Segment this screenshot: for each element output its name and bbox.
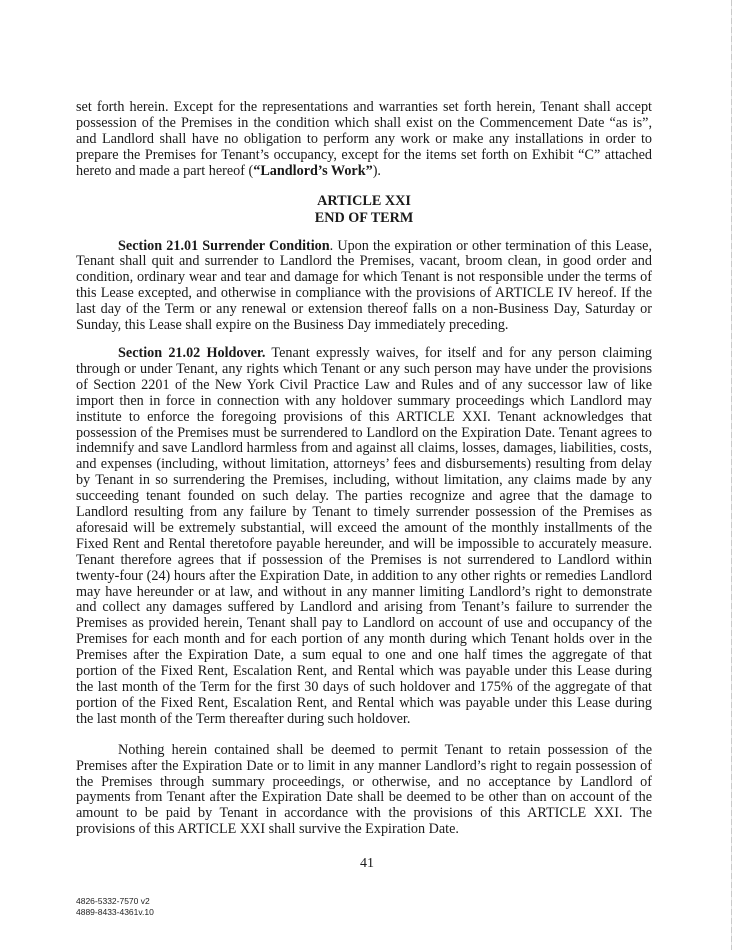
doc-id: 4889-8433-4361v.10 [76, 907, 154, 917]
intro-text: set forth herein. Except for the representations and warranties set forth herein, Tenant shall accept possession of the Premises in the condition which shall exist on the Commencement Date “as is”, and Landlord shall have no obligation to perform any work or make any installations in order to prepare the Premises for Tenant’s occupancy, except for the items set forth on Exhibit “C” attached hereto and made a part hereof ( [76, 99, 652, 179]
intro-closing: ). [372, 162, 381, 179]
document-ids [76, 896, 154, 918]
section-21-01 [76, 239, 652, 334]
page-number: 41 [360, 856, 374, 871]
article-heading [76, 193, 652, 227]
doc-id: 4826-5332-7570 v2 [76, 896, 150, 906]
section-21-02 [76, 346, 652, 728]
page-edge [731, 0, 732, 950]
intro-paragraph [76, 100, 652, 180]
article-title: END OF TERM [314, 209, 414, 226]
section-21-02-heading: Section 21.02 Holdover. [118, 344, 266, 361]
section-21-02-text: Tenant expressly waives, for itself and for any person claiming through or under Tenant, any rights which Tenant or any such person may have under the provisions of Section 2201 of the New York Civil Practice Law and Rules and of any successor law of like import then in force in connection with any holdover summary proceedings which Landlord may institute to enforce the foregoing provisions of this ARTICLE XXI. Tenant acknowledges that possession of the Premises must be surrendered to Landlord on the Expiration Date. Tenant agrees to indemnify and save Landlord harmless from and against all claims, losses, damages, liabilities, costs, and expenses (including, without limitation, attorneys’ fees and disbursements) resulting from delay by Tenant in so surrendering the Premises, including, without limitation, any claims made by any succeeding tenant founded on such delay. The parties recognize and agree that the damage to Landlord resulting from any failure by Tenant to timely surrender possession of the Premises as aforesaid will be extremely substantial, will exceed the amount of the monthly installments of the Fixed Rent and Rental theretofore payable hereunder, and will be impossible to accurately measure. Tenant therefore agrees that if possession of the Premises is not surrendered to Landlord within twenty-four (24) hours after the Expiration Date, in addition to any other rights or remedies Landlord may have hereunder or at law, and without in any manner limiting Landlord’s right to demonstrate and collect any damages suffered by Landlord and arising from Tenant’s failure to surrender the Premises as provided herein, Tenant shall pay to Landlord on account of use and occupancy of the Premises for each month and for each portion of any month during which Tenant holds over in the Premises after the Expiration Date, a sum equal to one and one half times the aggregate of that portion of the Fixed Rent, Escalation Rent, and Rental which was payable under this Lease during the last month of the Term for the first 30 days of such holdover and 175% of the aggregate of that portion of the Fixed Rent, Escalation Rent, and Rental which was payable under this Lease during the last month of the Term thereafter during such holdover. [76, 344, 653, 727]
closing-paragraph: Nothing herein contained shall be deemed to permit Tenant to retain possession of the Premises after the Expiration Date or to limit in any manner Landlord’s right to regain possession of the Premises through summary proceedings, or otherwise, and no acceptance by Landlord of payments from Tenant after the Expiration Date shall be deemed to be other than on account of the amount to be paid by Tenant in accordance with the provisions of this ARTICLE XXI. The provisions of this ARTICLE XXI shall survive the Expiration Date. [76, 741, 652, 838]
document-body [76, 100, 652, 838]
section-21-01-heading: Section 21.01 Surrender Condition [118, 237, 330, 254]
section-21-01-text: . Upon the expiration or other termination of this Lease, Tenant shall quit and surrender to Landlord the Premises, vacant, broom clean, in good order and condition, ordinary wear and tear and damage for which Tenant is not responsible under the terms of this Lease excepted, and otherwise in compliance with the provisions of ARTICLE IV hereof. If the last day of the Term or any renewal or extension thereof falls on a non-Business Day, Saturday or Sunday, this Lease shall expire on the Business Day immediately preceding. [76, 237, 652, 334]
article-number: ARTICLE XXI [317, 192, 411, 209]
landlords-work-term: “Landlord’s Work” [253, 162, 373, 179]
